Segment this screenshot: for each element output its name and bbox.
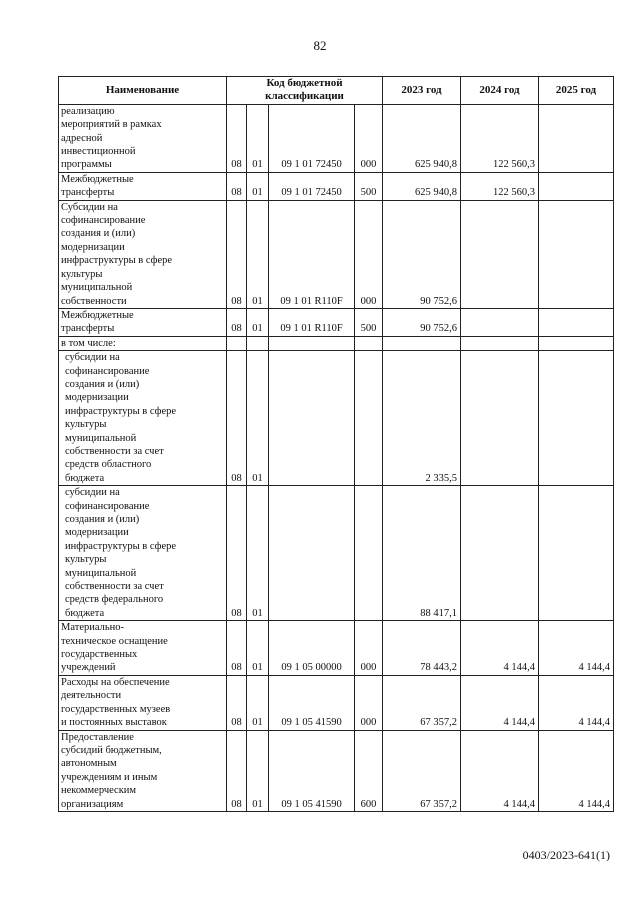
subsection-code: 01 — [247, 675, 269, 730]
value-2025: 4 144,4 — [539, 730, 614, 811]
subsection-code: 01 — [247, 104, 269, 172]
row-name — [59, 336, 227, 350]
value-2025 — [539, 200, 614, 308]
table-row — [59, 172, 614, 200]
table-row — [59, 621, 614, 676]
table-row — [59, 104, 614, 172]
section-code: 08 — [227, 351, 247, 486]
expense-type-code — [355, 351, 383, 486]
row-name — [59, 486, 227, 621]
row-name — [59, 675, 227, 730]
section-code — [227, 336, 247, 350]
section-code: 08 — [227, 104, 247, 172]
header-name: Наименование — [59, 77, 227, 105]
section-code: 08 — [227, 486, 247, 621]
header-code: Код бюджетной классификации — [227, 77, 383, 105]
row-name — [59, 621, 227, 676]
value-2023: 90 752,6 — [383, 308, 461, 336]
subsection-code: 01 — [247, 486, 269, 621]
subsection-code: 01 — [247, 200, 269, 308]
expense-type-code — [355, 486, 383, 621]
value-2024 — [461, 336, 539, 350]
subsection-code: 01 — [247, 730, 269, 811]
section-code: 08 — [227, 675, 247, 730]
row-name — [59, 172, 227, 200]
table-row — [59, 730, 614, 811]
target-article-code — [269, 351, 355, 486]
value-2024: 4 144,4 — [461, 730, 539, 811]
row-name — [59, 104, 227, 172]
section-code: 08 — [227, 730, 247, 811]
value-2025 — [539, 336, 614, 350]
table-row — [59, 200, 614, 308]
subsection-code: 01 — [247, 308, 269, 336]
value-2023: 625 940,8 — [383, 172, 461, 200]
row-name-text: Межбюджетные трансферты — [61, 173, 134, 199]
subsection-code: 01 — [247, 621, 269, 676]
row-name-text: субсидии на софинансирование создания и (или) модернизации инфраструктуры в сфере культуры муниципальной собственности за счет средств областного бюджета — [65, 352, 177, 484]
value-2024: 4 144,4 — [461, 621, 539, 676]
section-code: 08 — [227, 308, 247, 336]
page-number: 82 — [313, 38, 327, 53]
value-2025: 4 144,4 — [539, 621, 614, 676]
value-2025 — [539, 308, 614, 336]
subsection-code: 01 — [247, 172, 269, 200]
row-name — [59, 351, 227, 486]
document-code: 0403/2023-641(1) — [522, 848, 610, 862]
row-name — [59, 200, 227, 308]
target-article-code: 09 1 05 00000 — [269, 621, 355, 676]
row-name-text: реализацию мероприятий в рамках адресной инвестиционной программы — [61, 105, 162, 171]
row-name — [59, 730, 227, 811]
budget-table — [58, 76, 614, 812]
value-2024 — [461, 486, 539, 621]
expense-type-code — [355, 336, 383, 350]
row-name-text: Материально- техническое оснащение государственных учреждений — [61, 622, 168, 674]
target-article-code: 09 1 01 72450 — [269, 104, 355, 172]
target-article-code: 09 1 01 R110F — [269, 308, 355, 336]
table-row — [59, 351, 614, 486]
value-2023: 625 940,8 — [383, 104, 461, 172]
value-2024 — [461, 200, 539, 308]
value-2024: 122 560,3 — [461, 172, 539, 200]
expense-type-code: 500 — [355, 308, 383, 336]
value-2024: 4 144,4 — [461, 675, 539, 730]
row-name-text: Субсидии на софинансирование создания и (или) модернизации инфраструктуры в сфере культуры муниципальной собственности — [61, 201, 173, 307]
expense-type-code: 600 — [355, 730, 383, 811]
header-2023: 2023 год — [383, 77, 461, 105]
row-name-text: в том числе: — [61, 337, 116, 349]
expense-type-code: 000 — [355, 621, 383, 676]
target-article-code: 09 1 01 72450 — [269, 172, 355, 200]
value-2025 — [539, 351, 614, 486]
row-name-text: Предоставление субсидий бюджетным, автономным учреждениям и иным некоммерческим организациям — [61, 731, 162, 810]
target-article-code: 09 1 01 R110F — [269, 200, 355, 308]
value-2023: 67 357,2 — [383, 730, 461, 811]
section-code: 08 — [227, 172, 247, 200]
expense-type-code: 500 — [355, 172, 383, 200]
value-2023 — [383, 336, 461, 350]
header-2025: 2025 год — [539, 77, 614, 105]
value-2023: 2 335,5 — [383, 351, 461, 486]
expense-type-code: 000 — [355, 200, 383, 308]
value-2025 — [539, 172, 614, 200]
table-row — [59, 486, 614, 621]
section-code: 08 — [227, 200, 247, 308]
table-row — [59, 308, 614, 336]
section-code: 08 — [227, 621, 247, 676]
target-article-code — [269, 486, 355, 621]
row-name-text: Межбюджетные трансферты — [61, 309, 134, 335]
table-header-row — [59, 77, 614, 105]
value-2025 — [539, 486, 614, 621]
value-2023: 88 417,1 — [383, 486, 461, 621]
target-article-code — [269, 336, 355, 350]
table-row — [59, 336, 614, 350]
value-2025 — [539, 104, 614, 172]
value-2023: 78 443,2 — [383, 621, 461, 676]
subsection-code: 01 — [247, 351, 269, 486]
value-2025: 4 144,4 — [539, 675, 614, 730]
value-2024 — [461, 351, 539, 486]
table-row — [59, 675, 614, 730]
row-name — [59, 308, 227, 336]
target-article-code: 09 1 05 41590 — [269, 675, 355, 730]
expense-type-code: 000 — [355, 104, 383, 172]
header-2024: 2024 год — [461, 77, 539, 105]
value-2024: 122 560,3 — [461, 104, 539, 172]
value-2024 — [461, 308, 539, 336]
target-article-code: 09 1 05 41590 — [269, 730, 355, 811]
row-name-text: Расходы на обеспечение деятельности государственных музеев и постоянных выставок — [61, 676, 171, 729]
subsection-code — [247, 336, 269, 350]
value-2023: 90 752,6 — [383, 200, 461, 308]
expense-type-code: 000 — [355, 675, 383, 730]
value-2023: 67 357,2 — [383, 675, 461, 730]
row-name-text: субсидии на софинансирование создания и (или) модернизации инфраструктуры в сфере культуры муниципальной собственности за счет средств федерального бюджета — [65, 487, 177, 619]
